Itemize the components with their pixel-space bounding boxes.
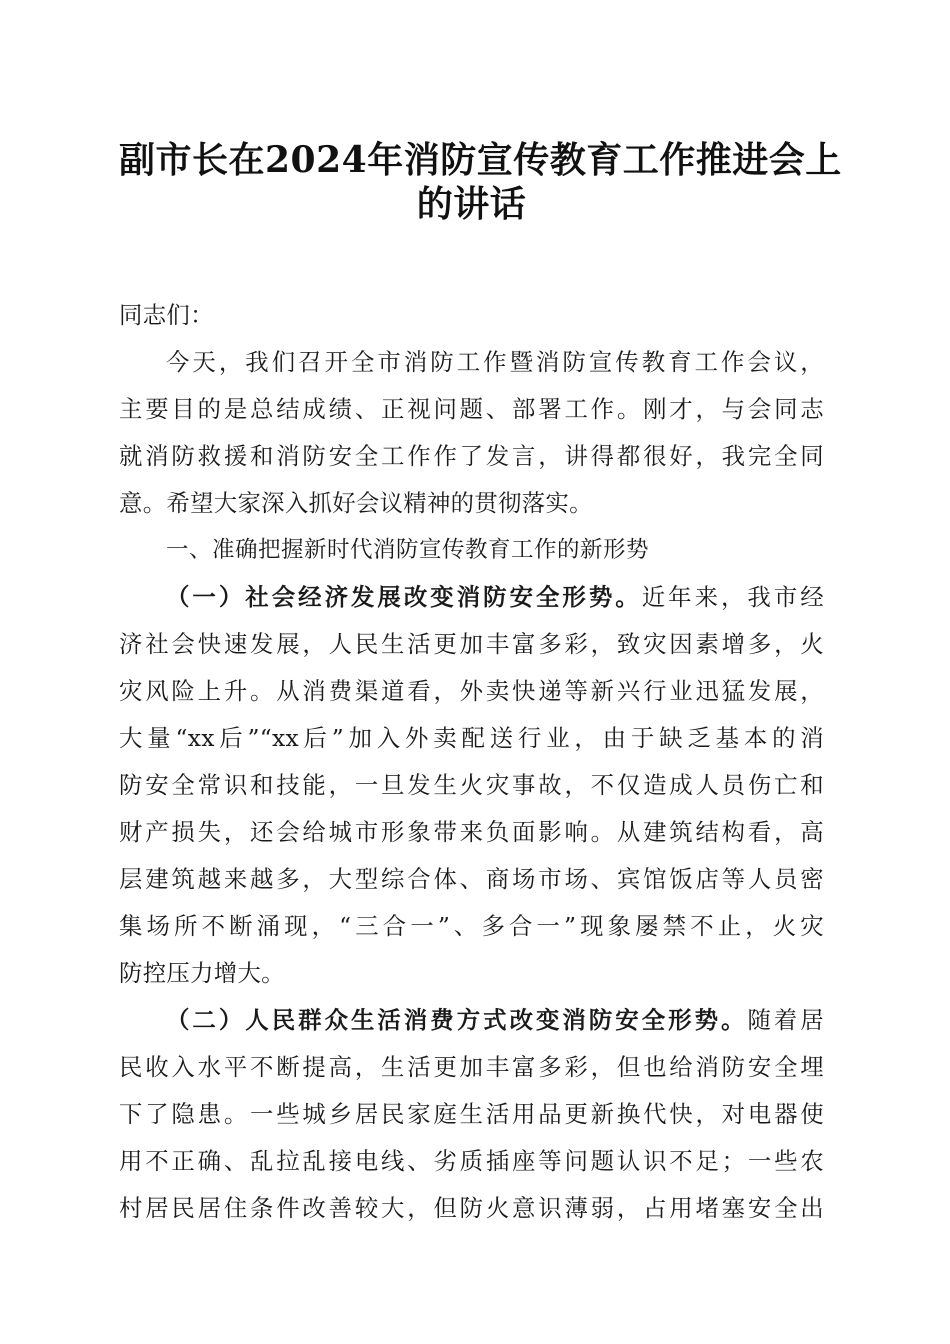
subsection-2-paragraph <box>119 997 824 1232</box>
section-1-heading: 一、准确把握新时代消防宣传教育工作的新形势 <box>166 537 650 563</box>
intro-paragraph <box>119 339 824 527</box>
intro-line: 意。希望大家深入抓好会议精神的贯彻落实。 <box>119 489 593 517</box>
subsection-2-line: 下了隐患。一些城乡居民家庭生活用品更新换代快，对电器使 <box>119 1100 824 1128</box>
subsection-1-line: 防控压力增大。 <box>119 959 285 987</box>
intro-line: 就消防救援和消防安全工作作了发言，讲得都很好，我完全同 <box>119 442 824 470</box>
document-body <box>119 292 824 1232</box>
intro-line: 今天，我们召开全市消防工作暨消防宣传教育工作会议， <box>166 348 824 376</box>
subsection-1-line: 灾风险上升。从消费渠道看，外卖快递等新兴行业迅猛发展， <box>119 677 824 705</box>
title-line-1: 副市长在2024年消防宣传教育工作推进会上 <box>119 139 842 181</box>
subsection-1-line: 财产损失，还会给城市形象带来负面影响。从建筑结构看，高 <box>119 818 824 846</box>
subsection-2-lead: （二）人民群众生活消费方式改变消防安全形势。 <box>166 1006 748 1034</box>
subsection-2-first-line-text: 随着居 <box>747 1006 824 1034</box>
subsection-1-line: 防安全常识和技能，一旦发生火灾事故，不仅造成人员伤亡和 <box>119 771 824 799</box>
subsection-2-line: 用不正确、乱拉乱接电线、劣质插座等问题认识不足；一些农 <box>119 1147 824 1175</box>
salutation: 同志们： <box>119 301 214 329</box>
title-line-2: 的讲话 <box>416 183 527 225</box>
subsection-1-first-line-text: 近年来，我市经 <box>641 583 824 611</box>
subsection-1-line: 层建筑越来越多，大型综合体、商场市场、宾馆饭店等人员密 <box>119 865 824 893</box>
subsection-1-lead: （一）社会经济发展改变消防安全形势。 <box>166 583 642 611</box>
intro-line: 主要目的是总结成绩、正视问题、部署工作。刚才，与会同志 <box>119 395 824 423</box>
subsection-1-first-line <box>119 574 824 621</box>
subsection-2-first-line <box>119 997 824 1044</box>
document-page <box>119 138 842 1232</box>
subsection-1-line: 济社会快速发展，人民生活更加丰富多彩，致灾因素增多，火 <box>119 630 824 658</box>
subsection-1-line: 集场所不断涌现，“三合一”、多合一”现象屡禁不止，火灾 <box>119 912 824 940</box>
subsection-1-line: 大量“xx后”“xx后”加入外卖配送行业，由于缺乏基本的消 <box>119 724 824 752</box>
subsection-2-line: 民收入水平不断提高，生活更加丰富多彩，但也给消防安全埋 <box>119 1053 824 1081</box>
document-title <box>119 138 842 226</box>
subsection-2-line: 村居民居住条件改善较大，但防火意识薄弱，占用堵塞安全出 <box>119 1194 824 1222</box>
subsection-1-paragraph <box>119 574 824 997</box>
